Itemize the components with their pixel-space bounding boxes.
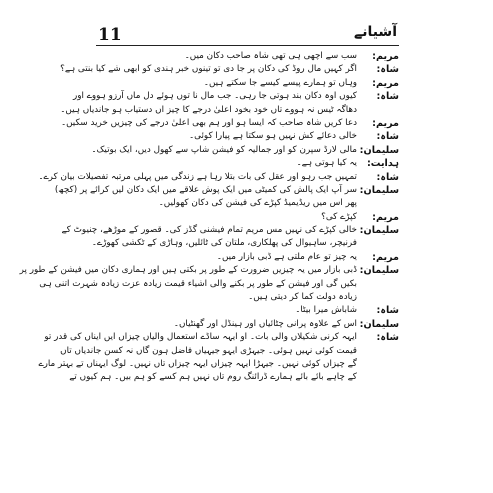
dialogue-text: سب سے اچھی ہی تھی شاہ صاحب دکان میں۔ (184, 51, 357, 61)
dialogue-line (54, 184, 399, 197)
page-number: 11 (98, 25, 122, 45)
dialogue-line (94, 291, 399, 304)
dialogue-line (94, 304, 399, 317)
dialogue-line (60, 117, 399, 130)
dialogue-line (94, 197, 399, 210)
dialogue-line (69, 371, 399, 384)
speaker-name: سلیمان: (359, 225, 399, 237)
dialogue-line (91, 237, 399, 250)
dialogue-line (39, 278, 399, 291)
dialogue-text: اگر کہیں مال روڈ کی دکان پر جا دی تو تینوں خبر ہندی کو ابھی شے کیا بنتی ہے؟ (60, 64, 357, 75)
dialogue-line (38, 358, 399, 371)
running-title: آشیانے (354, 24, 397, 40)
speaker-name: سلیمان: (359, 318, 399, 330)
dialogue-text: سر آپ ایک پالش کی کمیٹی میں ایک پوش علاقے میں ایک دکان لیں کرائے پر (کچھ) (54, 184, 357, 195)
dialogue-text: ڈبی بازار میں یہ چیزیں ضرورت کے طور پر بکتی ہیں اور ہماری دکان میں فیشن کے طور پر (19, 265, 357, 276)
dialogue-text: فرنیچر، ساہیوال کی پھلکاری، ملتان کی ٹائلیں، وہاڑی کے ٹکشی کھوڑے۔ (91, 238, 357, 249)
dialogue-line (94, 251, 399, 264)
speaker-name: شاہ: (376, 171, 399, 183)
dialogue-line (19, 264, 399, 277)
speaker-name: سلیمان: (359, 265, 399, 277)
speaker-name: ہدایت: (366, 158, 399, 170)
dialogue-text: کپڑے کی؟ (321, 211, 357, 222)
dialogue-text: وہاں تو ہمارے پیسے کیسے جا سکتے ہیں۔ (203, 77, 357, 88)
dialogue-line (60, 63, 399, 76)
speaker-name: سلیمان: (359, 144, 399, 156)
dialogue-body (19, 50, 399, 483)
speaker-name: شاہ: (376, 131, 399, 143)
dialogue-line (60, 345, 399, 358)
speaker-name: شاہ: (376, 332, 399, 344)
dialogue-text: گے چیزاں کوئی نہیں۔ جیہڑا ایہہ چیزاں ایہہ چیزاں تاں نہیں۔ لوگ ایہناں تے بہتر مارے (38, 358, 357, 369)
dialogue-line (94, 77, 399, 90)
dialogue-line (94, 318, 399, 331)
speaker-name: مریم: (372, 51, 399, 62)
speaker-name: شاہ: (376, 305, 399, 317)
speaker-name: مریم: (372, 251, 399, 263)
dialogue-text: ایہہ کرنی شکیلاں والی بات۔ او ایہہ ساڈے استعمال والیاں چیزاں ایں ایناں کی قدر تو (44, 332, 357, 343)
dialogue-line (94, 130, 399, 143)
dialogue-text: قیمت کوئی نہیں ہوئی۔ جیہڑی ایہو جیہیاں فاضل ہون گاں نہ کسن جاندیاں تاں (60, 345, 357, 356)
dialogue-line (72, 90, 399, 103)
dialogue-text: خالی کپڑے کی نہیں مس مریم تمام فیشنی گڈز کی۔ قصور کے موڑھے، چنیوٹ کے (61, 225, 357, 236)
speaker-name: سلیمان: (359, 184, 399, 196)
dialogue-text: یہ کیا ہوتی ہے۔ (296, 158, 357, 169)
dialogue-text: دعا کریں شاہ صاحب کہ ایسا ہو اور ہم بھی اعلیٰ درجے کی چیزیں خرید سکیں۔ (60, 117, 357, 128)
dialogue-line (38, 171, 399, 184)
dialogue-text: پھر اس میں ریڈیمیڈ کپڑے کی فیشن کی دکان کھولیں۔ (158, 198, 357, 209)
speaker-name: شاہ: (376, 64, 399, 76)
speaker-name: مریم: (372, 117, 399, 129)
dialogue-text: خالی دعائے کش نہیں ہو سکتا ہے پیارا کوئی۔ (188, 131, 357, 142)
speaker-name: مریم: (372, 211, 399, 223)
dialogue-text: شاباش میرا بیٹا۔ (295, 305, 357, 316)
speaker-name: مریم: (372, 77, 399, 89)
dialogue-text: یہ چیز تو عام ملتی ہے ڈبی بازار میں۔ (216, 251, 357, 262)
dialogue-text: زیادہ دولت کما کر دیتی ہیں۔ (248, 292, 357, 303)
dialogue-text: تمہیں جب رہو اور عقل کی بات بتلا رہا ہے زندگی میں پہلی مرتبہ تفصیلات بیان کرے۔ (38, 171, 357, 182)
dialogue-text: کیوں اوہ دکان بند ہوتی جا رہی۔ جب مال نا توں ہوئے دل ماں آرزو ہووے اور (72, 91, 357, 102)
speaker-name: شاہ: (376, 91, 399, 103)
dialogue-line (94, 211, 399, 224)
header-rule (96, 45, 399, 46)
dialogue-line (94, 157, 399, 170)
dialogue-text: بکیں گی اور فیشن کے طور پر بکنے والی اشیاء قیمت زیادہ عزت زیادہ شہرت اتنی ہی (39, 278, 357, 289)
dialogue-line (61, 224, 399, 237)
dialogue-line (91, 144, 399, 157)
dialogue-text: کے چاہے بائے بائے ہمارے ڈرائنگ روم تاں نہیں ہم کسے کو ہم بیں۔ ہم کیوں تے (69, 372, 357, 383)
dialogue-line (60, 104, 399, 117)
dialogue-text: مالی لارڈ سپرن کو اور جمالیہ کو فیشن شاپ سے کھول دیں، ایک بوتیک۔ (91, 144, 357, 155)
dialogue-line (94, 50, 399, 63)
dialogue-text: اس کے علاوہ پرانی چٹائیاں اور ہینڈل اور گھنٹیاں۔ (173, 318, 357, 329)
dialogue-text: دھاگہ ٹیس نہ ہووے تاں خود بخود اعلیٰ درجے کا چیز اں دستیاب ہو جاندیاں ہیں۔ (60, 104, 357, 115)
dialogue-line (44, 331, 399, 344)
